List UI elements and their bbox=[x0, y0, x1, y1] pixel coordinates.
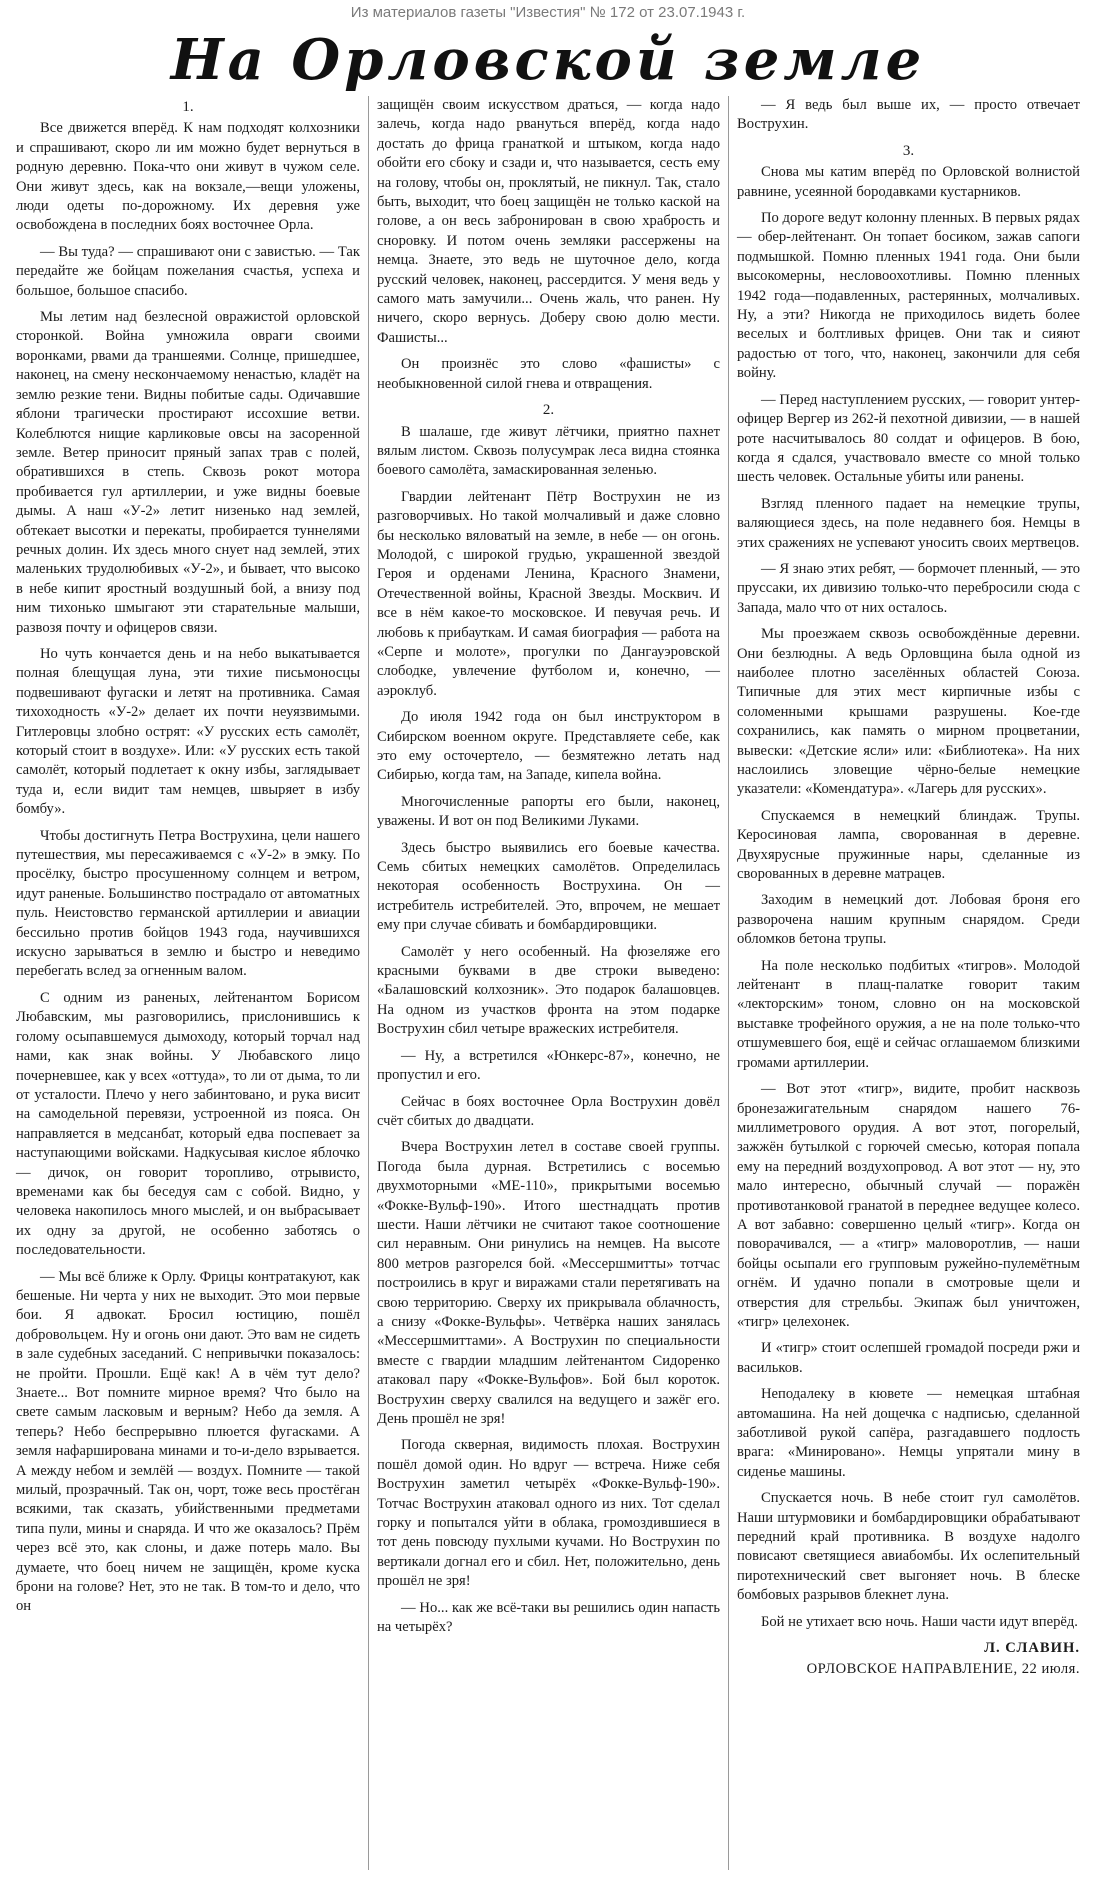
author-signature: Л. СЛАВИН. bbox=[984, 1640, 1080, 1657]
article-paragraph: Гвардии лейтенант Пётр Вострухин не из разговорчивых. Но такой молчаливый и даже словно бы несколько вяловатый на земле, в небе — он огонь. Молодой, с широкой грудью, украшенной звездой Героя и орденами Ленина, Красного Знамени, Отечественной войны, Красной Звезды. Москвич. И все в нём какое-то московское. И певучая речь. И любовь к прибауткам. И самая биография — работа на «Серпе и молоте», прогулки по Дангауэровской слободке, увлечение футболом и, конечно, — аэроклуб. bbox=[377, 488, 720, 699]
article-column-3 bbox=[728, 96, 1088, 1870]
article-paragraph: — Вы туда? — спрашивают они с завистью. — Так передайте же бойцам пожелания счастья, успеха и большое, большое спасибо. bbox=[16, 243, 360, 299]
article-paragraph: Все движется вперёд. К нам подходят колхозники и спрашивают, скоро ли им можно будет вернуться в родную деревню. Пока-что они живут в чужом селе. Они живут здесь, как на вокзале,—вещи уложены, люди одеты по-дорожному. Их деревня уже освобождена в последних боях восточнее Орла. bbox=[16, 120, 360, 234]
article-paragraph: — Но... как же всё-таки вы решились один напасть на четырёх? bbox=[377, 1599, 720, 1636]
dateline: ОРЛОВСКОЕ НАПРАВЛЕНИЕ, 22 июля. bbox=[806, 1661, 1080, 1678]
article-paragraph: — Вот этот «тигр», видите, пробит насквозь бронезажигательным снарядом нашего 76-миллиметрового орудия. А вот этот, погорелый, зажжён бутылкой с горючей смесью, которая попала ему на передний воздухопровод. А вот этот — ну, это мало интересно, обычный случай — поражён противотанковой гранатой в переднее ведущее колесо. А вот забавно: совершенно целый «тигр». Когда он поворачивался, — а «тигр» маловоротлив, — наши бойцы осыпали его групповым ружейно-пулемётным огнём. И удачно попали в смотровые щели и отверстия для стрельбы. Экипаж был уничтожен, «тигр» целехонек. bbox=[737, 1081, 1080, 1330]
article-paragraph: Вчера Вострухин летел в составе своей группы. Погода была дурная. Встретились с восемью двухмоторными «МЕ-110», прикрытыми восемью «Фокке-Вульф-190». Итого шестнадцать против шести. Наши лётчики не считают такое соотношение сил неравным. Они ринулись на немцев. На высоте 800 метров разгорелся бой. «Мессершмитты» тотчас построились в круг и виражами стали перетягивать на свою территорию. Сверху их прикрывала облачность, а снизу «Фокке-Вульфы». Четвёрка наших занялась «Мессершмиттами». А Вострухин по специальности вместе с гвардии младшим лейтенантом Сидоренко атаковал пару «Фокке-Вульфов». Бой был короток. Вострухин сверху свалился на ведущего и зажёг его. День прошёл не зря! bbox=[377, 1139, 720, 1427]
article-paragraph: — Ну, а встретился «Юнкерс-87», конечно, не пропустил и его. bbox=[377, 1047, 720, 1084]
article-paragraph: — Я знаю этих ребят, — бормочет пленный, — это пруссаки, их дивизию только-что перебросили сюда с Запада, мало что от них осталось. bbox=[737, 560, 1080, 616]
article-paragraph: — Перед наступлением русских, — говорит унтер-офицер Вергер из 262-й пехотной дивизии, — в нашей роте насчитывалось 80 солдат и офицеров. В бою, когда я сдался, участвовало вместе со мной только шесть человек. Остальные убиты или ранены. bbox=[737, 391, 1080, 486]
section-number: 3. bbox=[902, 142, 915, 159]
article-paragraph: На поле несколько подбитых «тигров». Молодой лейтенант в плащ-палатке говорит таким «лекторским» тоном, словно он на московской выставке трофейного оружия, а не на поле только-что отшумевшего боя, ещё и сейчас оглашаемом близкими громами артиллерии. bbox=[737, 957, 1080, 1071]
article-paragraph: Чтобы достигнуть Петра Вострухина, цели нашего путешествия, мы пересаживаемся с «У-2» в эмку. По просёлку, быстро просушенному солнцем и ветром, идут раненые. Большинство пострадало от автоматных пуль. Неистовство германской артиллерии и авиации бессильно против бойцов 1943 года, научившихся искусно зарываться в землю и быстро и неведимо перебегать вслед за огненным валом. bbox=[16, 827, 360, 980]
article-paragraph: Снова мы катим вперёд по Орловской волнистой равнине, усеянной бородавками кустарников. bbox=[737, 164, 1080, 200]
section-number: 1. bbox=[182, 99, 194, 115]
article-paragraph: По дороге ведут колонну пленных. В первых рядах — обер-лейтенант. Он топает босиком, зажав сапоги подмышкой. Помню пленных 1941 года. Они были высокомерны, несловоохотливы. Помню пленных 1942 года—подавленных, растерянных, молчаливых. Ну, а эти? Никогда не приходилось видеть более веселых и болтливых фрицев. Они так и сияют радостью от того, что, наконец, закончили для себя войну. bbox=[737, 210, 1080, 382]
article-paragraph: До июля 1942 года он был инструктором в Сибирском военном округе. Представляете себе, как это ему осточертело, — безмятежно летать над Сибирью, когда там, на Западе, кипела война. bbox=[377, 709, 720, 784]
article-paragraph: Бой не утихает всю ночь. Наши части идут вперёд. bbox=[761, 1613, 1078, 1630]
article-paragraph: Мы летим над безлесной овражистой орловской сторонкой. Война умножила овраги своими воронками, рвами да траншеями. Солнце, пришедшее, наконец, на смену нескончаемому ненастью, кладёт на землю резкие тени. Видны побитые сады. Одичавшие яблони трагически простирают иссохшие ветви. Колеблются нищие карликовые овсы на засоренной земле. Ветер приносит пряный запах трав с полей, обратившихся в степь. Сквозь рокот мотора пробивается гул артиллерии, и уже видны боевые дымы. А наш «У-2» летит низенько над землей, обтекает высотки и перекаты, пробирается туннелями речных долин. Их здесь много снует над землей, этих маленьких трудолюбивых «У-2», и бывает, что высоко в небе кипит яростный воздушный бой, а внизу под ним тихонько шмыгают эти старательные малыши, развозя почту и офицеров связи. bbox=[16, 309, 360, 636]
article-paragraph: Неподалеку в кювете — немецкая штабная автомашина. На ней дощечка с надписью, сделанной заботливой рукой сапёра, разгадавшего подлость врага: «Минировано». Немцы упрятали мину в сиденье машины. bbox=[737, 1386, 1080, 1480]
article-paragraph: Многочисленные рапорты его были, наконец, уважены. И вот он под Великими Луками. bbox=[377, 793, 720, 830]
article-paragraph: Сейчас в боях восточнее Орла Вострухин довёл счёт сбитых до двадцати. bbox=[377, 1093, 720, 1129]
article-paragraph: С одним из раненых, лейтенантом Борисом Любавским, мы разговорились, прислонившись к голому осыпавшемуся дымоходу, который торчал над нами, как знак войны. У Любавского лицо почерневшее, как у всех «оттуда», то ли от дыма, то ли от усталости. Плечо у него забинтовано, и рука висит на самодельной перевязи, устроенной из пояса. Он направляется в медсанбат, который едва поспевает за наступающими войсками. Надкусывая кислое яблочко — дичок, он говорит торопливо, отрывисто, временами как бы беседуя сам с собой. Видно, у человека накопилось много мыслей, и он выбрасывает их одну за другой, не особенно заботясь о последовательности. bbox=[16, 989, 360, 1259]
article-paragraph: Мы проезжаем сквозь освобождённые деревни. Они безлюдны. А ведь Орловщина была одной из наиболее плотно заселённых областей Союза. Типичные для этих мест кирпичные избы с соломенными крышами разрушены. Кое-где сохранились, как память о мирном процветании, вывески: «Детские ясли» или: «Библиотека». На них наслоились зловещие чёрно-белые немецкие указатели: «Комендатура». «Лагерь для русских». bbox=[737, 626, 1080, 798]
article-paragraph: защищён своим искусством драться, — когда надо залечь, когда надо рвануться вперёд, когда надо достать до фрица гранаткой и штыком, когда надо обойти его сбоку и сзади и, что называется, сесть ему на голову, чтобы он, проклятый, не пикнул. Так, стало быть, выходит, что боец защищён не только каской на голове, а он весь забронирован в свою храбрость и сноровку. И потом очень земляки рассержены на немца. Знаете, это ведь не шуточное дело, когда русский человек, наконец, рассердится. У меня ведь у самого мать замучили... Очень жаль, что ранен. Ну ничего, скоро вернусь. Доберу свою долю мести. Фашисты... bbox=[377, 97, 720, 346]
article-paragraph: И «тигр» стоит ослепшей громадой посреди ржи и васильков. bbox=[737, 1340, 1080, 1376]
source-caption: Из материалов газеты "Известия" № 172 от 23.07.1943 г. bbox=[350, 4, 746, 21]
article-column-2 bbox=[368, 96, 728, 1870]
article-paragraph: — Я ведь был выше их, — просто отвечает Вострухин. bbox=[737, 97, 1080, 133]
article-paragraph: В шалаше, где живут лётчики, приятно пахнет вялым листом. Сквозь полусумрак леса видна стоянка боевого самолёта, замаскированная зеленью. bbox=[377, 423, 720, 479]
article-paragraph: Но чуть кончается день и на небо выкатывается полная блещущая луна, эти тихие письмоносцы подвешивают фугаски и летят на противника. Самая тихоходность «У-2» делает их почти неуязвимыми. Гитлеровцы злобно острят: «У русских есть самолёт, который стоит в воздухе». Или: «У русских есть такой самолёт, который подлетает к окну избы, заглядывает туда и, если видит там немцев, швыряет в избу бомбу». bbox=[16, 645, 360, 818]
article-columns bbox=[8, 96, 1088, 1870]
article-paragraph: — Мы всё ближе к Орлу. Фрицы контратакуют, как бешеные. Ни черта у них не выходит. Это мои первые бои. Я адвокат. Бросил юстицию, пошёл добровольцем. Ну и огонь они дают. Это вам не сидеть в зале судебных заседаний. С непривычки показалось: не пройти. Прошли. Ещё как! А в чём тут дело? Знаете... Вот помните мирное время? Что было на свете самым ласковым и верным? Небо да земля. А теперь? Небо беспрерывно плюется фугасками. А земля нафарширована минами и то-и-дело взрывается. А между небом и землёй — воздух. Помните — такой милый, прозрачный. Так он, чорт, тоже весь простёган всякими, так сказать, убийственными предметами типа пули, мины и снаряда. И что же оказалось? Прём через всё это, как слоны, и даже потерь мало. Вы думаете, что боец ничем не защищён, кроме куска брони на голове? Нет, это не так. В том-то и дело, что он bbox=[16, 1268, 360, 1615]
article-paragraph: Здесь быстро выявились его боевые качества. Семь сбитых немецких самолётов. Определилась некоторая особенность Вострухина. Он — истребитель истребителей. Это, впрочем, не мешает ему при случае сбивать и бомбардировщики. bbox=[377, 839, 720, 934]
article-paragraph: Самолёт у него особенный. На фюзеляже его красными буквами в две строки выведено: «Балашовский колхозник». Это подарок балашовцев. На одном из участков фронта на этом подарке Вострухин сбил четыре вражеских истребителя. bbox=[377, 943, 720, 1038]
article-paragraph: Погода скверная, видимость плохая. Вострухин пошёл домой один. Но вдруг — встреча. Ниже себя Вострухин заметил четырёх «Фокке-Вульф-190». Тотчас Вострухин атаковал одного из них. Тот сделал горку и попытался уйти в облака, громоздившиеся в тот день повсюду пухлыми кучами. Но Вострухин по вертикали догнал его и сбил. Нет, положительно, день прошёл не зря! bbox=[377, 1437, 720, 1590]
article-column-1 bbox=[8, 96, 368, 1870]
article-paragraph: Он произнёс это слово «фашисты» с необыкновенной силой гнева и отвращения. bbox=[377, 356, 720, 392]
section-number: 2. bbox=[542, 402, 555, 419]
article-paragraph: Взгляд пленного падает на немецкие трупы, валяющиеся здесь, на поле недавнего боя. Немцы в этих сражениях не успевают уносить своих мертвецов. bbox=[737, 495, 1080, 551]
article-paragraph: Спускается ночь. В небе стоит гул самолётов. Наши штурмовики и бомбардировщики обрабатывают передний край противника. В воздухе надолго повисают светящиеся авиабомбы. Их ослепительный пиротехнический свет выгоняет ночь. В блеске бомбовых разрывов блекнет луна. bbox=[737, 1490, 1080, 1604]
article-paragraph: Заходим в немецкий дот. Лобовая броня его разворочена нашим крупным снарядом. Среди обломков бетона трупы. bbox=[737, 892, 1080, 948]
article-headline: На Орловской земле bbox=[170, 27, 926, 93]
article-paragraph: Спускаемся в немецкий блиндаж. Трупы. Керосиновая лампа, своpованная в деревне. Двухярусные пружинные нары, сделанные из своpованных в деревне матрацев. bbox=[737, 807, 1080, 883]
